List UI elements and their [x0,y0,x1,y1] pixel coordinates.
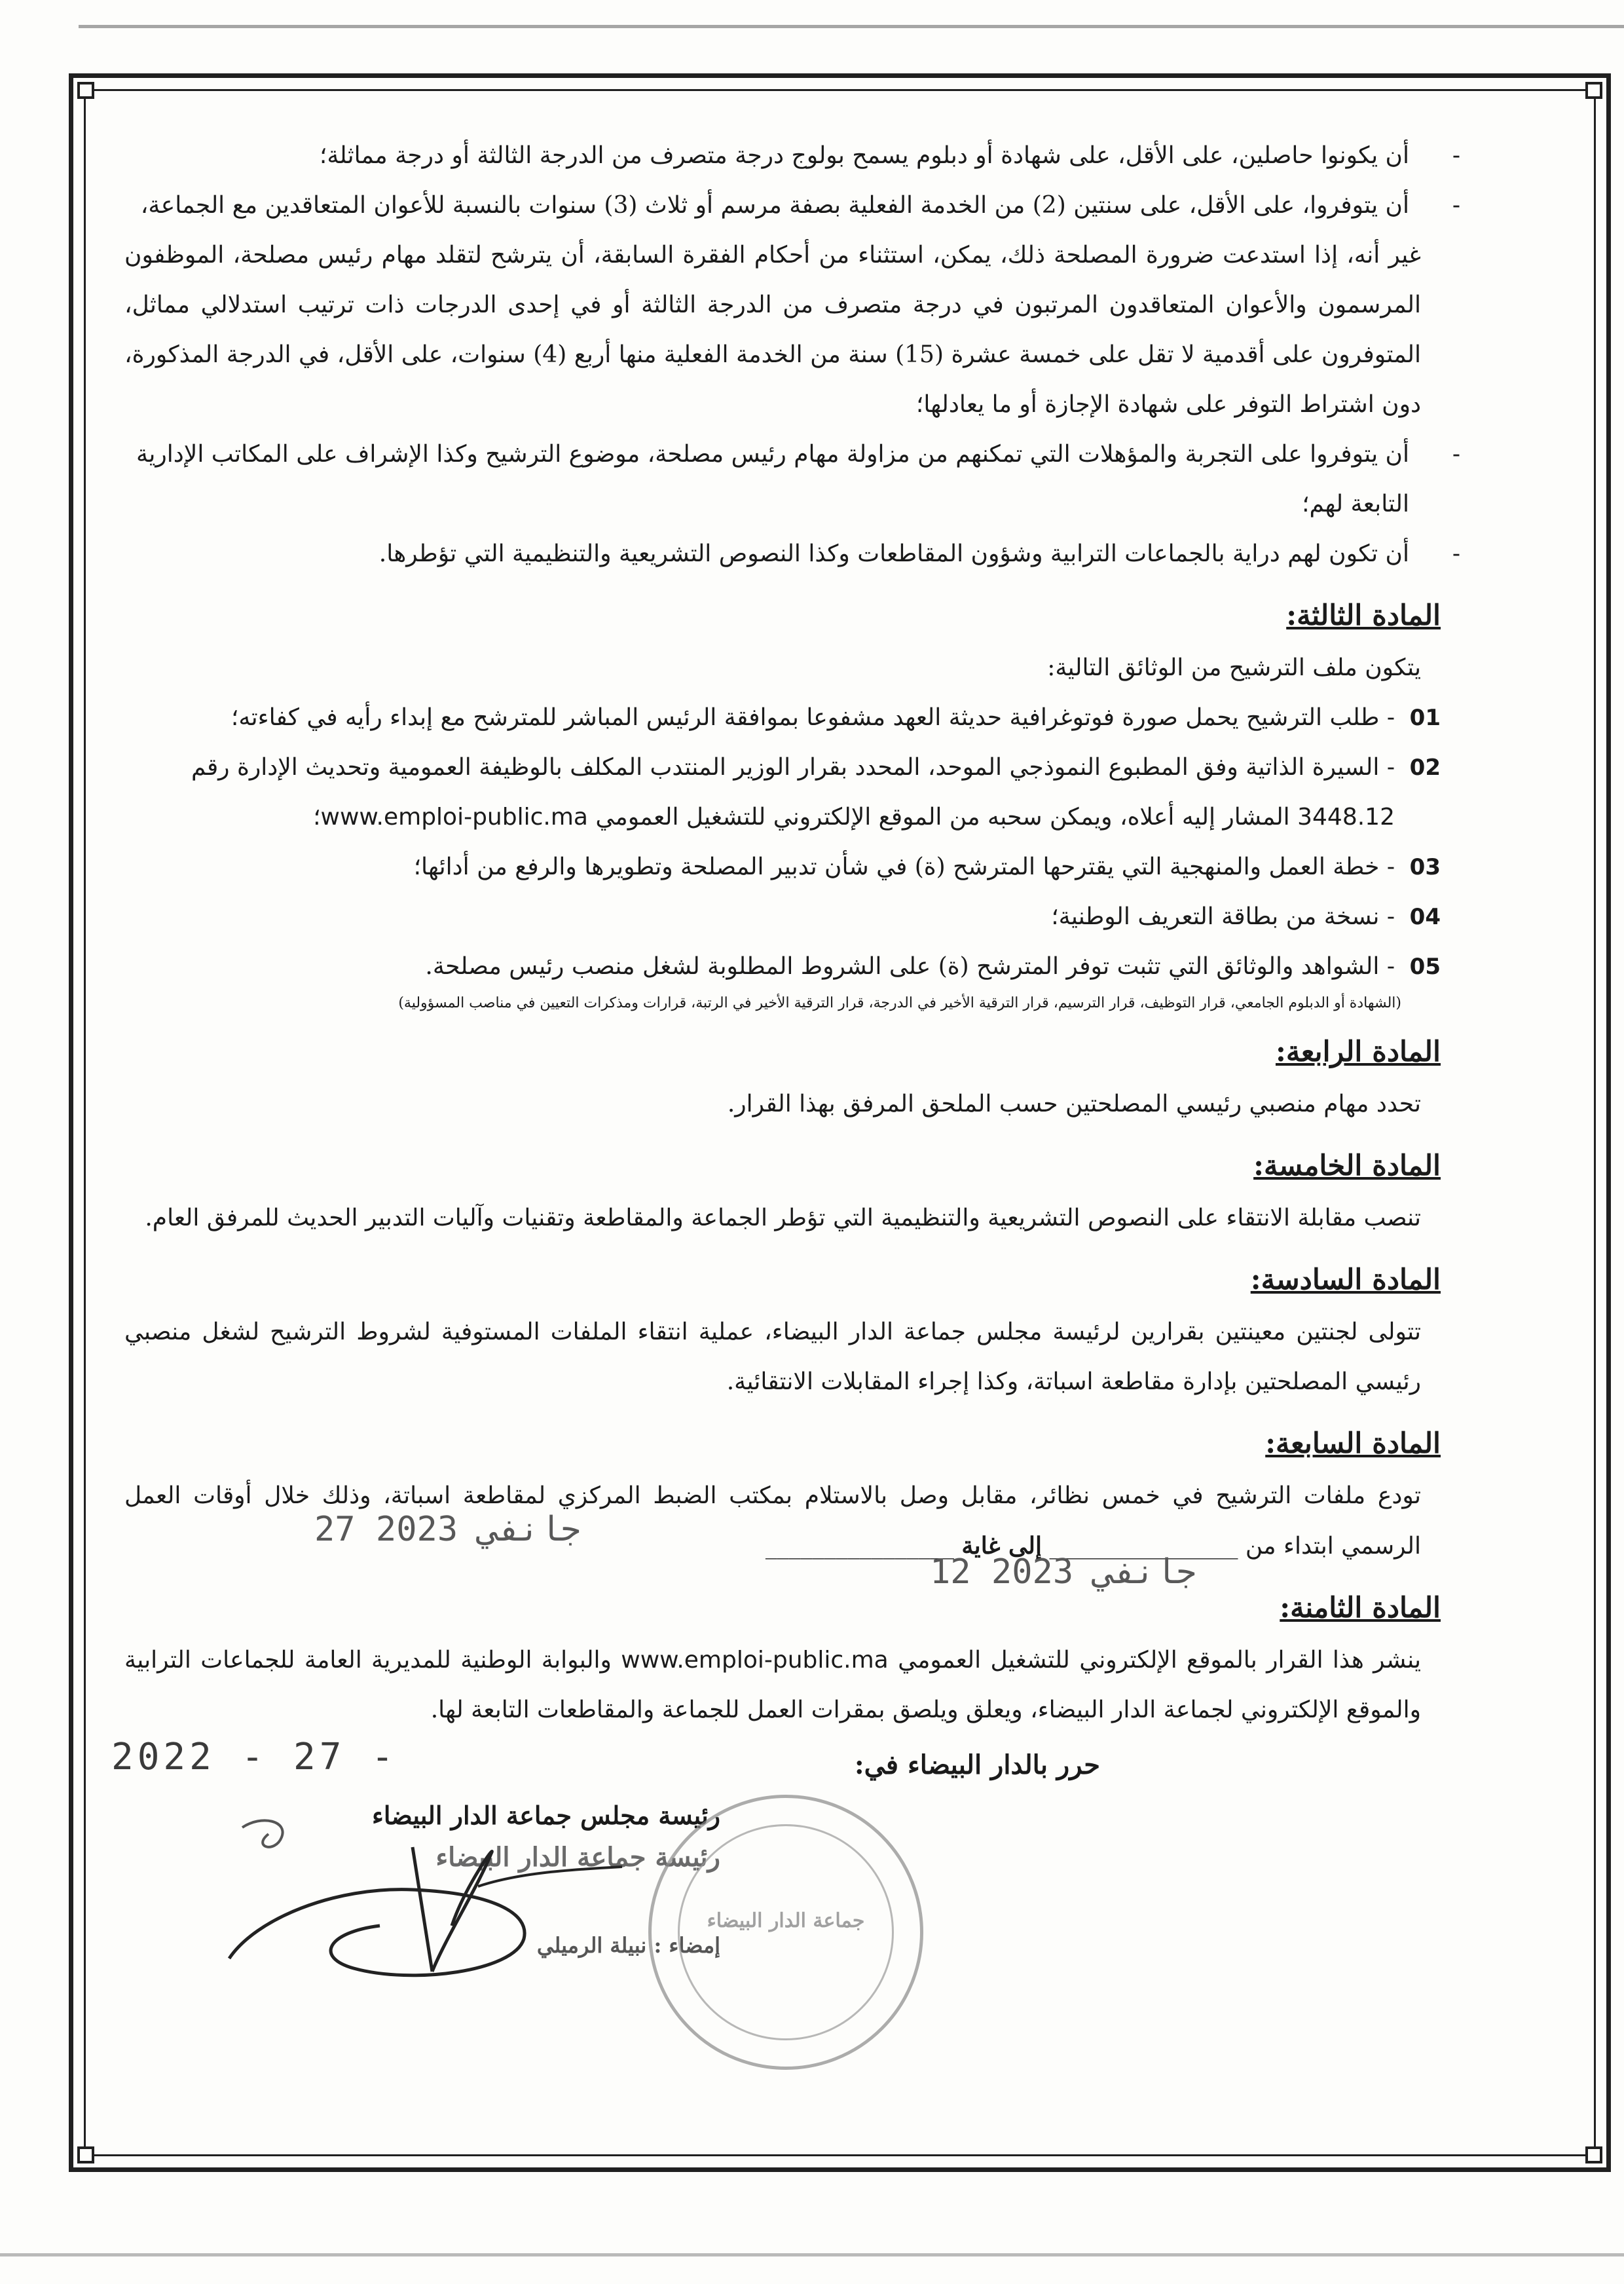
article-7-heading: المادة السابعة: [1265,1427,1441,1460]
signatory-title: رئيسة مجلس جماعة الدار البيضاء [371,1801,720,1830]
article-4-text: تحدد مهام منصبي رئيسي المصلحتين حسب الملحق المرفق بهذا القرار. [727,1091,1421,1117]
article-8-text [124,1636,1441,1735]
article-3-heading: المادة الثالثة: [1286,599,1441,632]
article-6-text: تتولى لجنتين معينتين بقرارين لرئيسة مجلس جماعة الدار البيضاء، عملية انتقاء الملفات المستوفية لشروط الترشيح لشغل منصبي رئيسي المصلحتين بإدارة مقاطعة اسباتة، وكذا إجراء المقابلات الانتقائية. [124,1319,1421,1395]
article-4-heading: المادة الرابعة: [1275,1036,1441,1068]
date-stamp-end: 12 جانفي 2023 [930,1552,1196,1592]
until-label: إلى غاية [961,1532,1042,1560]
decree-number: 3448.12 [1297,804,1395,831]
border-corner-ornament [1585,82,1602,99]
signatory-name-stamp: إمضاء : نبيلة الرميلي [536,1933,720,1958]
bottom-scan-rule [0,2253,1624,2256]
punctuation: ؛ [313,804,321,831]
article-8-heading: المادة الثامنة: [1280,1592,1441,1624]
border-corner-ornament [77,2146,94,2163]
document-item [124,892,1441,942]
seal-text: جماعة الدار البيضاء [707,1909,865,1932]
article-5-text: تنصب مقابلة الانتقاء على النصوص التشريعية والتنظيمية التي تؤطر الجماعة والمقاطعة وتقنيات وآليات التدبير الحديث للمرفق العام. [145,1205,1421,1231]
document-item-text: - نسخة من بطاقة التعريف الوطنية؛ [1051,903,1395,930]
official-seal [648,1795,923,2070]
emploi-public-link[interactable]: www.emploi-public.ma [621,1647,889,1674]
border-corner-ornament [1585,2146,1602,2163]
handwritten-signature [216,1808,642,2017]
document-item [124,942,1441,992]
document-item-number: 01 [1409,705,1441,731]
signature-place-line: حرر بالدار البيضاء في: [854,1750,1100,1780]
document-item-text: - طلب الترشيح يحمل صورة فوتوغرافية حديثة العهد مشفوعا بموافقة الرئيس المباشر للمترشح مع إبداء رأيه في كفاءته؛ [231,704,1395,731]
emploi-public-link[interactable]: www.emploi-public.ma [320,804,588,831]
document-item-text: - الشواهد والوثائق التي تثبت توفر المترشح (ة) على الشروط المطلوبة لشغل منصب رئيس مصلحة. [425,953,1395,980]
signature-date-stamp: 2022 - 27 - [111,1736,397,1778]
date-stamp-start: 27 جانفي 2023 [314,1510,581,1549]
document-item [124,842,1441,892]
article-6-heading: المادة السادسة: [1250,1264,1441,1296]
supporting-documents-note: (الشهادة أو الدبلوم الجامعي، قرار التوظيف، قرار الترسيم، قرار الترقية الأخير في الدرجة، قرار الترقية الأخير في الرتبة، قرارات ومذكرات التعيين في مناصب المسؤولية) [398,995,1401,1011]
border-corner-ornament [77,82,94,99]
article-8-body: ينشر هذا القرار بالموقع الإلكتروني للتشغيل العمومي [898,1647,1422,1674]
article-5-heading: المادة الخامسة: [1253,1150,1441,1182]
document-item-number: 05 [1409,954,1441,980]
document-item-number: 04 [1409,904,1441,930]
condition-service: - أن يتوفروا، على الأقل، على سنتين (2) من الخدمة الفعلية بصفة مرسم أو ثلاث (3) سنوات بالنسبة للأعوان المتعاقدين مع الجماعة، [124,181,1441,231]
article-8-body: والبوابة الوطنية للمديرية العامة للجماعات الترابية والموقع الإلكتروني لجماعة الدار البيضاء، ويعلق ويلصق بمقرات العمل للجماعة والمقاطعات التابعة لها. [124,1647,1421,1723]
document-item-number: 02 [1409,755,1441,781]
condition-diploma: - أن يكونوا حاصلين، على الأقل، على شهادة أو دبلوم يسمح بولوج درجة متصرف من الدرجة الثالثة أو درجة مماثلة؛ [124,131,1441,181]
article-7-body: تودع ملفات الترشيح في خمس نظائر، مقابل وصل بالاستلام بمكتب الضبط المركزي لمقاطعة اسباتة، وذلك خلال أوقات العمل الرسمي ابتداء من [124,1482,1421,1560]
condition-experience: - أن يتوفروا على التجربة والمؤهلات التي تمكنهم من مزاولة مهام رئيس مصلحة، موضوع الترشيح وكذا الإشراف على المكاتب الإدارية التابعة لهم؛ [124,430,1441,529]
top-scan-rule [79,25,1624,28]
document-item-text: المشار إليه أعلاه، ويمكن سحبه من الموقع الإلكتروني للتشغيل العمومي [595,804,1290,831]
article-3-intro: يتكون ملف الترشيح من الوثائق التالية: [1047,654,1421,681]
document-item [124,693,1441,743]
article-7-text: تودع ملفات الترشيح في خمس نظائر، مقابل وصل بالاستلام بمكتب الضبط المركزي لمقاطعة اسباتة، وذلك خلال أوقات العمل الرسمي ابتداء من ________________ إلى غاية ________________ [124,1482,1421,1560]
document-item-text: - خطة العمل والمنهجية التي يقترحها المترشح (ة) في شأن تدبير المصلحة وتطويرها والرفع من أدائها؛ [413,853,1395,880]
signatory-stamp: رئيسة جماعة الدار البيضاء [435,1842,720,1873]
document-item [124,743,1441,842]
exception-paragraph: غير أنه، إذا استدعت ضرورة المصلحة ذلك، يمكن، استثناء من أحكام الفقرة السابقة، أن يترشح لتقلد مهام رئيس مصلحة، الموظفون المرسمون والأعوان المتعاقدون المرتبون في درجة متصرف من الدرجة الثالثة أو في إحدى الدرجات ذات ترتيب استدلالي مماثل، المتوفرون على أقدمية لا تقل على خمسة عشرة (15) سنة من الخدمة الفعلية منها أربع (4) سنوات، على الأقل، في الدرجة المذكورة، دون اشتراط التوفر على شهادة الإجازة أو ما يعادلها؛ [124,242,1421,418]
document-item-number: 03 [1409,854,1441,880]
document-item-text: - السيرة الذاتية وفق المطبوع النموذجي الموحد، المحدد بقرار الوزير المنتدب المكلف بالوظيفة العمومية وتحديث الإدارة رقم [191,754,1395,781]
condition-knowledge: - أن تكون لهم دراية بالجماعات الترابية وشؤون المقاطعات وكذا النصوص التشريعية والتنظيمية التي تؤطرها. [124,529,1441,579]
